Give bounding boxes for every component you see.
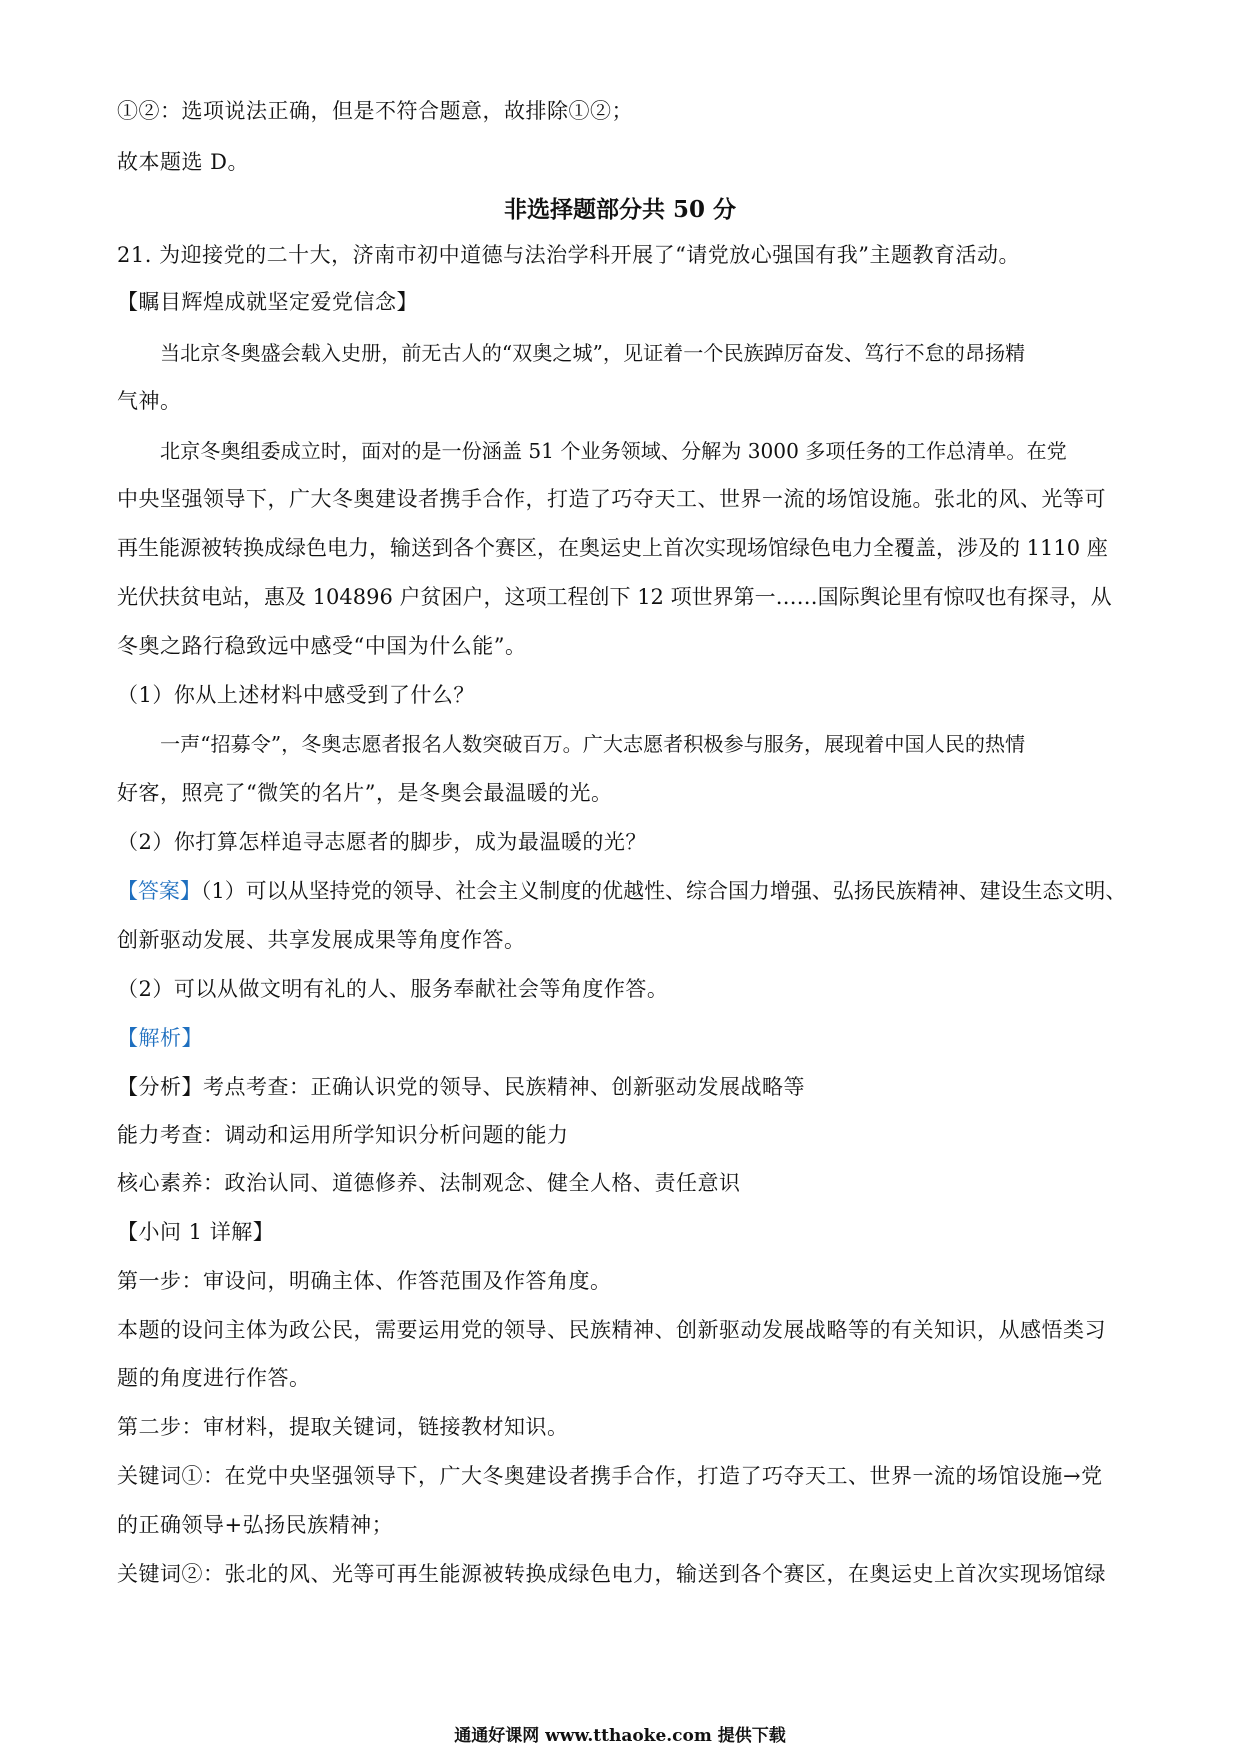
keyword-line: 关键词①：在党中央坚强领导下，广大冬奥建设者携手合作，打造了巧夺天工、世界一流的场馆设施→党 (117, 1464, 1103, 1488)
material-paragraph: 好客，照亮了“微笑的名片”，是冬奥会最温暖的光。 (117, 781, 613, 805)
analysis-line: 【分析】考点考查：正确认识党的领导、民族精神、创新驱动发展战略等 (117, 1075, 805, 1099)
material-paragraph: 再生能源被转换成绿色电力，输送到各个赛区，在奥运史上首次实现场馆绿色电力全覆盖，涉及的 1110 座 (117, 536, 1108, 560)
step-line: 本题的设问主体为政公民，需要运用党的领导、民族精神、创新驱动发展战略等的有关知识，从感悟类习 (117, 1318, 1106, 1342)
material-paragraph: 中央坚强领导下，广大冬奥建设者携手合作，打造了巧夺天工、世界一流的场馆设施。张北的风、光等可 (117, 487, 1106, 511)
sub-question: （1）你从上述材料中感受到了什么？ (117, 683, 475, 707)
material-paragraph: 北京冬奥组委成立时，面对的是一份涵盖 51 个业务领域、分解为 3000 多项任务的工作总清单。在党 (160, 439, 1067, 463)
material-paragraph: 气神。 (117, 389, 182, 413)
subsection-title: 【瞩目辉煌成就坚定爱党信念】 (117, 290, 418, 314)
text-line: ①②：选项说法正确，但是不符合题意，故排除①②； (117, 99, 633, 123)
keyword-line: 关键词②：张北的风、光等可再生能源被转换成绿色电力，输送到各个赛区，在奥运史上首次实现场馆绿 (117, 1562, 1106, 1586)
material-paragraph: 光伏扶贫电站，惠及 104896 户贫困户，这项工程创下 12 项世界第一……国际舆论里有惊叹也有探寻，从 (117, 585, 1112, 609)
sub-question: （2）你打算怎样追寻志愿者的脚步，成为最温暖的光？ (117, 830, 647, 854)
step-line: 第二步：审材料，提取关键词，链接教材知识。 (117, 1415, 569, 1439)
section-heading: 非选择题部分共 50 分 (503, 196, 737, 223)
answer-line (117, 876, 1127, 906)
step-line: 题的角度进行作答。 (117, 1366, 311, 1390)
analysis-tag: 【解析】 (117, 1026, 203, 1050)
material-paragraph: 一声“招募令”，冬奥志愿者报名人数突破百万。广大志愿者积极参与服务，展现着中国人民的热情 (160, 732, 1026, 756)
answer-tag: 【答案】 (117, 879, 201, 903)
text-line: 故本题选 D。 (117, 150, 250, 174)
answer-line: （2）可以从做文明有礼的人、服务奉献社会等角度作答。 (117, 977, 669, 1001)
detail-heading: 【小问 1 详解】 (117, 1220, 275, 1244)
analysis-line: 核心素养：政治认同、道德修养、法制观念、健全人格、责任意识 (117, 1171, 741, 1195)
analysis-line: 能力考查：调动和运用所学知识分析问题的能力 (117, 1123, 569, 1147)
answer-text: （1）可以从坚持党的领导、社会主义制度的优越性、综合国力增强、弘扬民族精神、建设生态文明、 (200, 879, 1127, 903)
keyword-line: 的正确领导+弘扬民族精神； (117, 1513, 394, 1537)
page-footer: 通通好课网 www.tthaoke.com 提供下载 (454, 1726, 786, 1746)
answer-line: 创新驱动发展、共享发展成果等角度作答。 (117, 928, 526, 952)
step-line: 第一步：审设问，明确主体、作答范围及作答角度。 (117, 1269, 612, 1293)
material-paragraph: 冬奥之路行稳致远中感受“中国为什么能”。 (117, 634, 527, 658)
material-paragraph: 当北京冬奥盛会载入史册，前无古人的“双奥之城”，见证着一个民族踔厉奋发、笃行不怠的昂扬精 (160, 341, 1026, 365)
question-title: 21. 为迎接党的二十大，济南市初中道德与法治学科开展了“请党放心强国有我”主题教育活动。 (117, 243, 1021, 267)
